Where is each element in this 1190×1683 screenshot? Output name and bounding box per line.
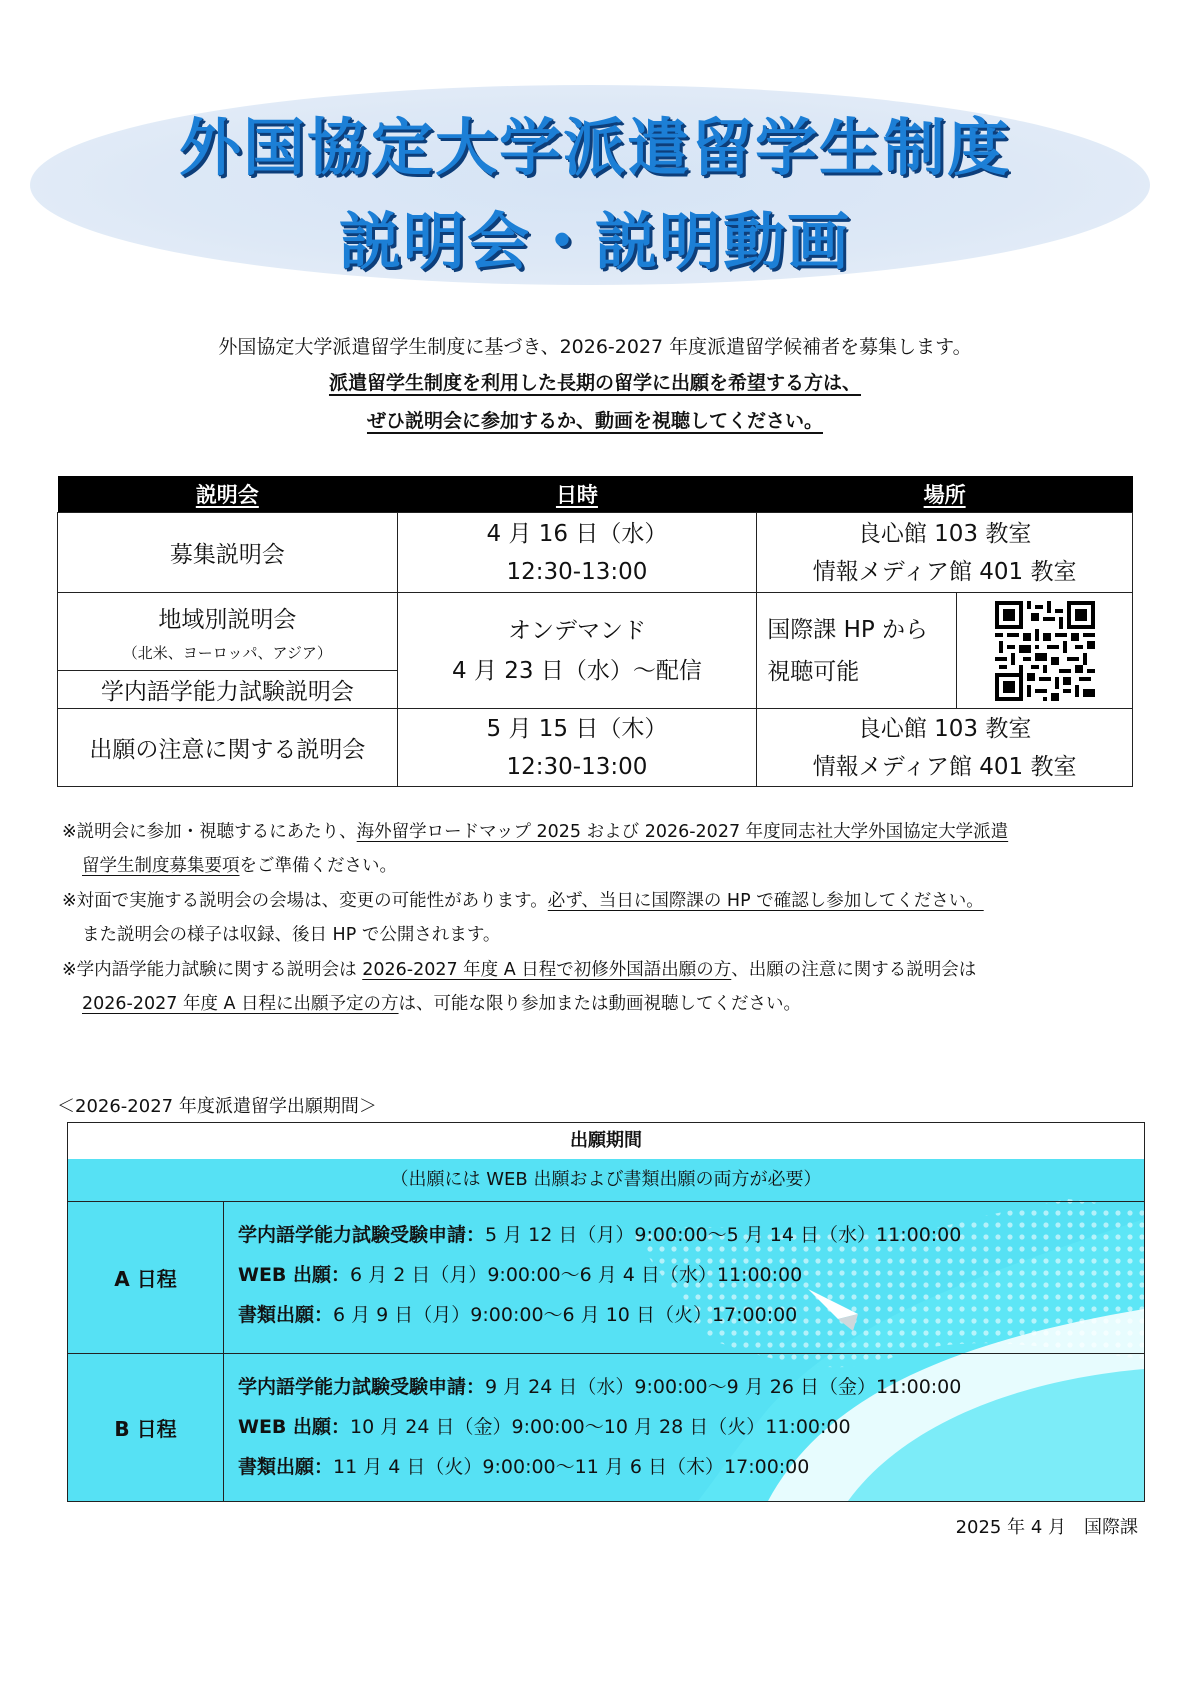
page-title-line1: 外国協定大学派遣留学生制度 bbox=[178, 111, 1011, 184]
row3-datetime: 5 月 15 日（木） 12:30-13:00 bbox=[397, 709, 757, 787]
qr-code-cell bbox=[957, 593, 1133, 709]
application-period-table bbox=[67, 1122, 1145, 1502]
intro-line1: 外国協定大学派遣留学生制度に基づき、2026-2027 年度派遣留学候補者を募集します。 bbox=[218, 336, 972, 358]
note-1: ※説明会に参加・視聴するにあたり、海外留学ロードマップ 2025 および 2026-2027 年度同志社大学外国協定大学派遣 留学生制度募集要項をご準備ください。 bbox=[62, 822, 1009, 876]
row2-datetime: オンデマンド 4 月 23 日（水）～配信 bbox=[397, 593, 757, 709]
application-period-label: ＜2026-2027 年度派遣留学出願期間＞ bbox=[57, 1096, 377, 1117]
row2-name: 地域別説明会 （北米、ヨーロッパ、アジア） bbox=[58, 593, 398, 671]
schedule-a-label: A 日程 bbox=[68, 1201, 224, 1353]
period-header: 出願期間 bbox=[68, 1123, 1144, 1159]
header-place: 場所 bbox=[757, 476, 1133, 513]
header-datetime: 日時 bbox=[397, 476, 757, 513]
header-session: 説明会 bbox=[58, 476, 398, 513]
schedule-b-details: 学内語学能力試験受験申請：9 月 24 日（水）9:00:00～9 月 26 日（金）11:00:00 WEB 出願：10 月 24 日（金）9:00:00～10 月 28 日（火）11:00:00 書類出願：11 月 4 日（火）9:00:00～11 月 6 日（木）17:00:00 bbox=[238, 1376, 962, 1478]
row1-place: 良心館 103 教室 情報メディア館 401 教室 bbox=[757, 513, 1133, 593]
note-2: ※対面で実施する説明会の会場は、変更の可能性があります。必ず、当日に国際課の HP で確認し参加してください。 また説明会の様子は収録、後日 HP で公開されます。 bbox=[62, 891, 984, 945]
schedule-b-row bbox=[68, 1353, 1144, 1501]
intro-line3: ぜひ説明会に参加するか、動画を視聴してください。 bbox=[366, 410, 823, 432]
period-subheader: （出願には WEB 出願および書類出願の両方が必要） bbox=[68, 1159, 1144, 1202]
schedule-a-row bbox=[68, 1201, 1144, 1354]
note-3: ※学内語学能力試験に関する説明会は 2026-2027 年度 A 日程で初修外国語出願の方、出願の注意に関する説明会は 2026-2027 年度 A 日程に出願予定の方は、可能な限り参加または動画視聴してください。 bbox=[62, 960, 977, 1014]
intro-line2: 派遣留学生制度を利用した長期の留学に出願を希望する方は、 bbox=[328, 372, 861, 394]
schedule-a-details: 学内語学能力試験受験申請：5 月 12 日（月）9:00:00～5 月 14 日（水）11:00:00 WEB 出願：6 月 2 日（月）9:00:00～6 月 4 日（水）11:00:00 書類出願：6 月 9 日（月）9:00:00～6 月 10 日（火）17:00:00 bbox=[238, 1224, 962, 1326]
row2-place: 国際課 HP から 視聴可能 bbox=[757, 593, 957, 709]
row2b-name: 学内語学能力試験説明会 bbox=[58, 671, 398, 709]
row1-datetime: 4 月 16 日（水） 12:30-13:00 bbox=[397, 513, 757, 593]
footer-date-office: 2025 年 4 月 国際課 bbox=[955, 1517, 1138, 1538]
row3-name: 出願の注意に関する説明会 bbox=[58, 709, 398, 787]
row3-place: 良心館 103 教室 情報メディア館 401 教室 bbox=[757, 709, 1133, 787]
row1-name: 募集説明会 bbox=[58, 513, 398, 593]
qr-code[interactable] bbox=[995, 601, 1095, 701]
schedule-b-label: B 日程 bbox=[68, 1353, 224, 1501]
page-title-line2: 説明会・説明動画 bbox=[338, 205, 851, 278]
schedule-table bbox=[57, 476, 1133, 787]
